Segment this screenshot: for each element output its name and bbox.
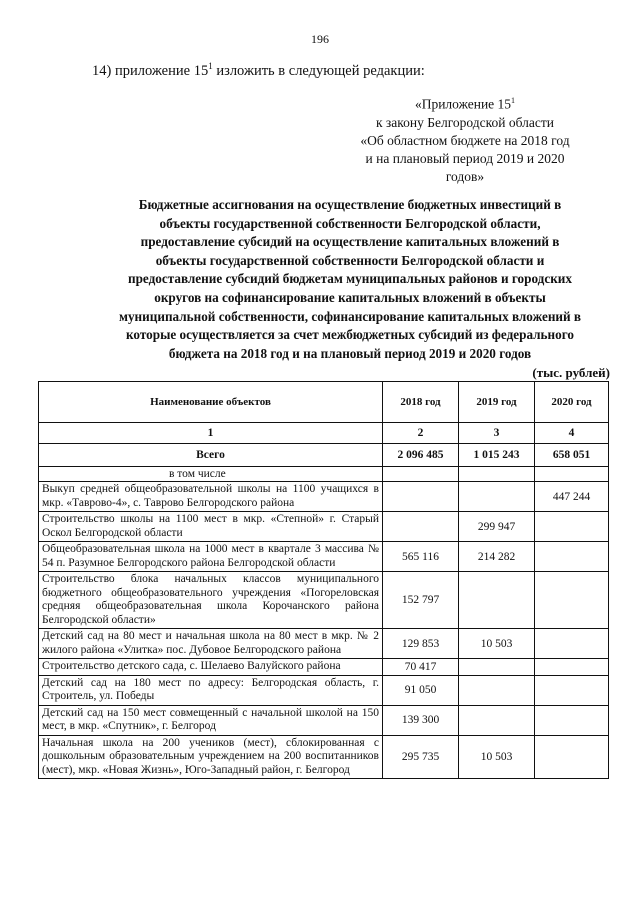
total-2018: 2 096 485 bbox=[383, 444, 459, 467]
value-2018 bbox=[383, 482, 459, 512]
value-2020 bbox=[535, 629, 609, 659]
document-heading bbox=[78, 196, 622, 363]
object-name: Выкуп средней общеобразовательной школы на 1100 учащихся в мкр. «Таврово-4», с. Таврово Белгородского района bbox=[39, 482, 383, 512]
heading-line: округов на софинансирование капитальных вложений в объекты bbox=[154, 289, 546, 305]
object-name: Строительство школы на 1100 мест в мкр. «Степной» г. Старый Оскол Белгородской области bbox=[39, 512, 383, 542]
value-2019: 10 503 bbox=[459, 735, 535, 779]
header-name: Наименование объектов bbox=[39, 382, 383, 423]
heading-line: муниципальной собственности, софинансирование капитальных вложений в bbox=[118, 308, 582, 324]
including-row bbox=[39, 467, 609, 482]
appendix-line-2: к закону Белгородской области bbox=[376, 114, 554, 130]
appendix-title: «Приложение 15 bbox=[414, 96, 512, 112]
table-row bbox=[39, 705, 609, 735]
heading-line: бюджета на 2018 год и на плановый период 2019 и 2020 годов bbox=[168, 345, 532, 361]
total-2020: 658 051 bbox=[535, 444, 609, 467]
empty-cell bbox=[459, 467, 535, 482]
including-label: в том числе bbox=[39, 467, 383, 482]
appendix-block bbox=[330, 92, 600, 186]
column-number: 1 bbox=[39, 423, 383, 444]
value-2020 bbox=[535, 512, 609, 542]
value-2020 bbox=[535, 705, 609, 735]
value-2019 bbox=[459, 659, 535, 676]
appendix-superscript: 1 bbox=[511, 96, 516, 105]
heading-line: объекты государственной собственности Белгородской области и bbox=[155, 252, 545, 268]
value-2018: 70 417 bbox=[383, 659, 459, 676]
empty-cell bbox=[383, 467, 459, 482]
total-2019: 1 015 243 bbox=[459, 444, 535, 467]
object-name: Строительство блока начальных классов муниципального бюджетного общеобразовательного учреждения «Погореловская средняя общеобразовательная школа Корочанского района Белгородской области» bbox=[39, 572, 383, 629]
column-number: 2 bbox=[383, 423, 459, 444]
value-2018: 295 735 bbox=[383, 735, 459, 779]
value-2020: 447 244 bbox=[535, 482, 609, 512]
appendix-line-5: годов» bbox=[445, 168, 485, 184]
object-name: Строительство детского сада, с. Шелаево Валуйского района bbox=[39, 659, 383, 676]
heading-line: Бюджетные ассигнования на осуществление бюджетных инвестиций в bbox=[138, 197, 562, 212]
object-name: Детский сад на 150 мест совмещенный с начальной школой на 150 мест, в мкр. «Спутник», г. Белгород bbox=[39, 705, 383, 735]
value-2019: 214 282 bbox=[459, 542, 535, 572]
table-row bbox=[39, 659, 609, 676]
value-2020 bbox=[535, 735, 609, 779]
heading-line: которые осуществляется за счет межбюджетных субсидий из федерального bbox=[126, 327, 574, 343]
intro-suffix: изложить в следующей редакции: bbox=[212, 62, 425, 79]
value-2020 bbox=[535, 572, 609, 629]
value-2019 bbox=[459, 482, 535, 512]
value-2018: 139 300 bbox=[383, 705, 459, 735]
value-2018: 152 797 bbox=[383, 572, 459, 629]
total-label: Всего bbox=[39, 444, 383, 467]
value-2020 bbox=[535, 542, 609, 572]
heading-line: предоставление субсидий на осуществление капитальных вложений в bbox=[140, 234, 560, 250]
units-label: (тыс. рублей) bbox=[532, 365, 610, 380]
appendix-line-4: и на плановый период 2019 и 2020 bbox=[365, 150, 565, 166]
object-name: Детский сад на 80 мест и начальная школа на 80 мест в мкр. № 2 жилого района «Улитка» пос. Дубовое Белгородского района bbox=[39, 629, 383, 659]
appendix-line-1 bbox=[330, 92, 600, 114]
value-2018: 565 116 bbox=[383, 542, 459, 572]
value-2020 bbox=[535, 659, 609, 676]
value-2019 bbox=[459, 705, 535, 735]
value-2018 bbox=[383, 512, 459, 542]
value-2018: 129 853 bbox=[383, 629, 459, 659]
table-row bbox=[39, 542, 609, 572]
header-2019: 2019 год bbox=[459, 382, 535, 423]
column-numbering-row bbox=[39, 423, 609, 444]
intro-prefix: 14) приложение 15 bbox=[92, 62, 209, 79]
value-2019 bbox=[459, 572, 535, 629]
table-row bbox=[39, 629, 609, 659]
total-row bbox=[39, 444, 609, 467]
intro-superscript: 1 bbox=[208, 61, 213, 71]
intro-paragraph bbox=[92, 61, 425, 80]
object-name: Общеобразовательная школа на 1000 мест в квартале 3 массива № 54 п. Разумное Белгородского района Белгородской области bbox=[39, 542, 383, 572]
header-2020: 2020 год bbox=[535, 382, 609, 423]
table-row bbox=[39, 572, 609, 629]
table-header-row bbox=[39, 382, 609, 423]
table-row bbox=[39, 735, 609, 779]
object-name: Детский сад на 180 мест по адресу: Белгородская область, г. Строитель, ул. Победы bbox=[39, 675, 383, 705]
budget-table bbox=[38, 381, 609, 779]
table-row bbox=[39, 482, 609, 512]
value-2018: 91 050 bbox=[383, 675, 459, 705]
value-2020 bbox=[535, 675, 609, 705]
header-2018: 2018 год bbox=[383, 382, 459, 423]
value-2019: 10 503 bbox=[459, 629, 535, 659]
table-row bbox=[39, 675, 609, 705]
page-number: 196 bbox=[311, 32, 329, 46]
empty-cell bbox=[535, 467, 609, 482]
table-row bbox=[39, 512, 609, 542]
column-number: 3 bbox=[459, 423, 535, 444]
value-2019 bbox=[459, 675, 535, 705]
column-number: 4 bbox=[535, 423, 609, 444]
object-name: Начальная школа на 200 учеников (мест), сблокированная с дошкольным образовательным учреждением на 200 воспитанников (мест), мкр. «Новая Жизнь», Юго-Западный район, г. Белгород bbox=[39, 735, 383, 779]
value-2019: 299 947 bbox=[459, 512, 535, 542]
heading-line: объекты государственной собственности Белгородской области, bbox=[159, 215, 541, 231]
heading-line: предоставление субсидий бюджетам муниципальных районов и городских bbox=[127, 271, 572, 287]
appendix-line-3: «Об областном бюджете на 2018 год bbox=[360, 132, 570, 148]
